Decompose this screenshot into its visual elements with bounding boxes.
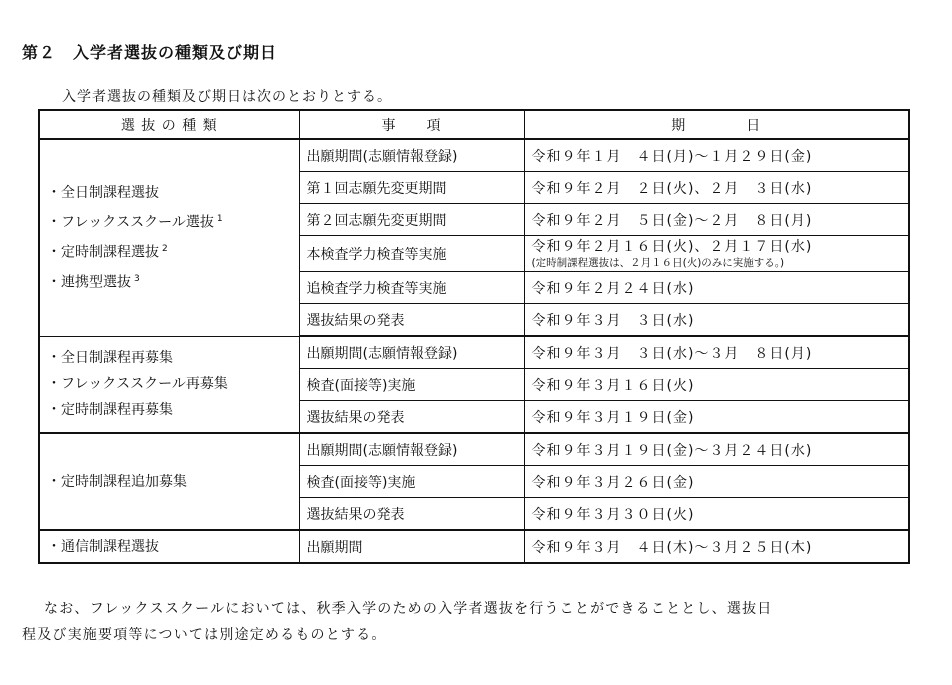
date-cell: 令和９年３月 ３日(水) — [524, 304, 909, 337]
date-cell: 令和９年３月２６日(金) — [524, 466, 909, 498]
item-cell: 選抜結果の発表 — [299, 401, 524, 434]
item-cell: 検査(面接等)実施 — [299, 369, 524, 401]
item-cell: 出願期間(志願情報登録) — [299, 433, 524, 466]
table-row — [39, 530, 909, 563]
date-cell: 令和９年３月１６日(火) — [524, 369, 909, 401]
item-cell: 追検査学力検査等実施 — [299, 272, 524, 304]
date-cell: 令和９年３月１９日(金)～３月２４日(水) — [524, 433, 909, 466]
header-date: 期 日 — [524, 110, 909, 139]
footnote-marker: 1 — [216, 214, 223, 225]
selection-type-item: ・連携型選抜 $^3$ — [47, 273, 140, 291]
selection-type-item: ・定時制課程再募集 — [47, 402, 173, 419]
item-cell: 第１回志願先変更期間 — [299, 172, 524, 204]
date-cell — [524, 236, 909, 272]
date-note: (定時制課程選抜は、２月１６日(火)のみに実施する。) — [531, 257, 785, 269]
selection-type-item: ・定時制課程選抜 $^2$ — [47, 243, 168, 261]
selection-type-item: ・フレックススクール選抜 $^1$ — [47, 214, 223, 231]
date-cell: 令和９年２月２４日(水) — [524, 272, 909, 304]
section-heading: 第２ 入学者選抜の種類及び期日 — [22, 43, 278, 62]
item-cell: 出願期間(志願情報登録) — [299, 336, 524, 369]
selection-type-cell — [39, 139, 299, 336]
date-cell: 令和９年３月 ４日(木)～３月２５日(木) — [524, 530, 909, 563]
table-row — [39, 139, 909, 172]
date-cell: 令和９年２月 ２日(火)、２月 ３日(水) — [524, 172, 909, 204]
selection-type-item: ・全日制課程選抜 — [47, 185, 159, 202]
closing-line: なお、フレックススクールにおいては、秋季入学のための入学者選抜を行うことができることとし、選抜日 — [44, 601, 773, 617]
selection-type-item: ・定時制課程追加募集 — [47, 473, 187, 490]
footnote-marker: 3 — [134, 273, 140, 284]
selection-type-cell — [39, 530, 299, 563]
closing-line: 程及び実施要項等については別途定めるものとする。 — [22, 627, 387, 643]
table-header-row — [39, 110, 909, 139]
date-text: 令和９年２月１６日(火)、２月１７日(水) — [531, 239, 813, 255]
date-cell: 令和９年２月 ５日(金)～２月 ８日(月) — [524, 204, 909, 236]
selection-type-item: ・全日制課程再募集 — [47, 350, 173, 367]
selection-type-item: ・フレックススクール再募集 — [47, 376, 228, 393]
date-cell: 令和９年３月１９日(金) — [524, 401, 909, 434]
item-cell: 出願期間 — [299, 530, 524, 563]
item-cell: 出願期間(志願情報登録) — [299, 139, 524, 172]
closing-paragraph — [22, 596, 922, 648]
item-cell: 検査(面接等)実施 — [299, 466, 524, 498]
table-row — [39, 336, 909, 369]
header-item: 事 項 — [299, 110, 524, 139]
selection-type-cell — [39, 433, 299, 530]
date-cell: 令和９年３月３０日(火) — [524, 498, 909, 531]
item-cell: 本検査学力検査等実施 — [299, 236, 524, 272]
schedule-table — [38, 109, 910, 564]
footnote-marker: 2 — [162, 243, 168, 254]
header-selection-type: 選 抜 の 種 類 — [39, 110, 299, 139]
date-cell: 令和９年３月 ３日(水)～３月 ８日(月) — [524, 336, 909, 369]
item-cell: 選抜結果の発表 — [299, 304, 524, 337]
selection-type-cell — [39, 336, 299, 433]
date-cell: 令和９年１月 ４日(月)～１月２９日(金) — [524, 139, 909, 172]
item-cell: 第２回志願先変更期間 — [299, 204, 524, 236]
item-cell: 選抜結果の発表 — [299, 498, 524, 531]
table-row — [39, 433, 909, 466]
selection-type-item: ・通信制課程選抜 — [47, 538, 159, 555]
intro-text: 入学者選抜の種類及び期日は次のとおりとする。 — [62, 89, 392, 105]
